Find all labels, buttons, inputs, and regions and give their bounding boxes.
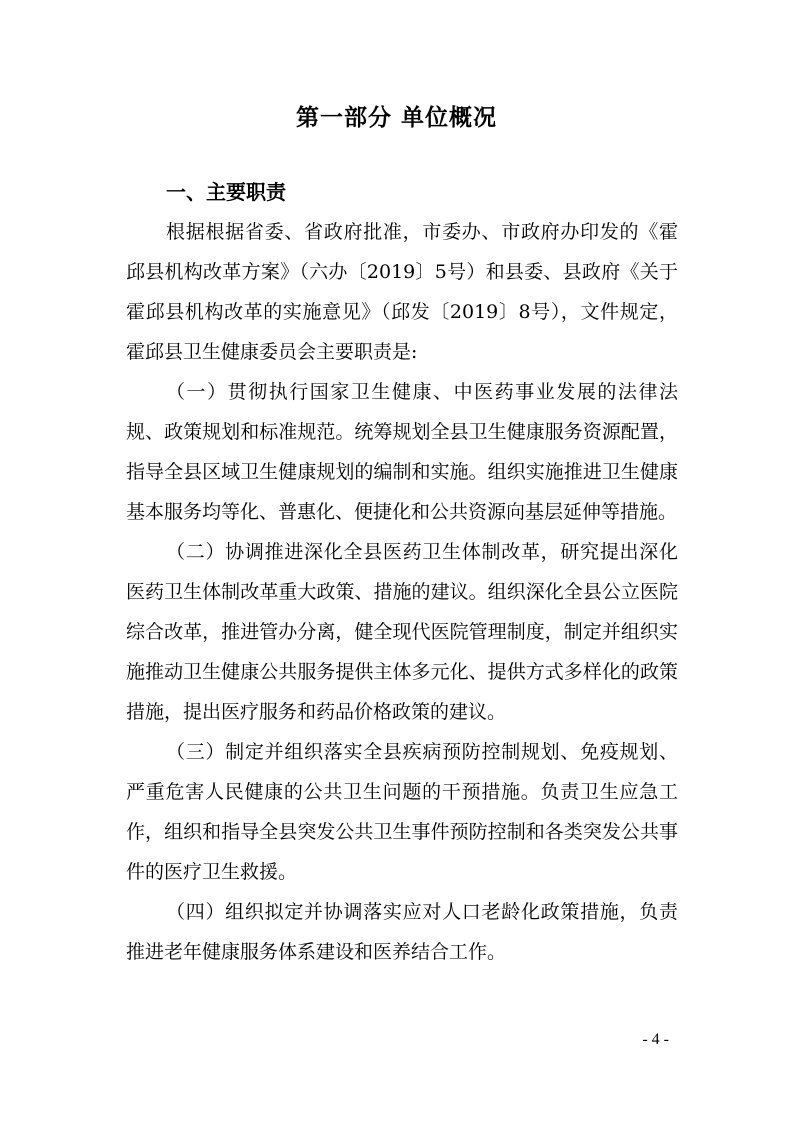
page-title: 第一部分 单位概况: [295, 105, 497, 131]
paragraph-duty-2: （二）协调推进深化全县医药卫生体制改革，研究提出深化医药卫生体制改革重大政策、措施的建议。组织深化全县公立医院综合改革，推进管办分离，健全现代医院管理制度，制定并组织实施推动卫生健康公共服务提供主体多元化、提供方式多样化的政策措施，提出医疗服务和药品价格政策的建议。: [126, 541, 678, 723]
paragraph-duty-1: （一）贯彻执行国家卫生健康、中医药事业发展的法律法规、政策规划和标准规范。统筹规划全县卫生健康服务资源配置，指导全县区域卫生健康规划的编制和实施。组织实施推进卫生健康基本服务均等化、普惠化、便捷化和公共资源向基层延伸等措施。: [126, 381, 678, 523]
paragraph-duty-4: （四）组织拟定并协调落实应对人口老龄化政策措施，负责推进老年健康服务体系建设和医养结合工作。: [126, 901, 678, 963]
paragraph-duty-3: （三）制定并组织落实全县疾病预防控制规划、免疫规划、严重危害人民健康的公共卫生问题的干预措施。负责卫生应急工作，组织和指导全县突发公共卫生事件预防控制和各类突发公共事件的医疗卫生救援。: [126, 741, 678, 883]
page-number: - 4 -: [642, 1031, 669, 1048]
document-body: [126, 172, 678, 972]
paragraph-intro: 根据根据省委、省政府批准，市委办、市政府办印发的《霍邱县机构改革方案》（六办〔2019〕5号）和县委、县政府《关于霍邱县机构改革的实施意见》（邱发〔2019〕8号），文件规定，霍邱县卫生健康委员会主要职责是:: [126, 221, 678, 363]
section-heading: 一、主要职责: [166, 180, 286, 204]
